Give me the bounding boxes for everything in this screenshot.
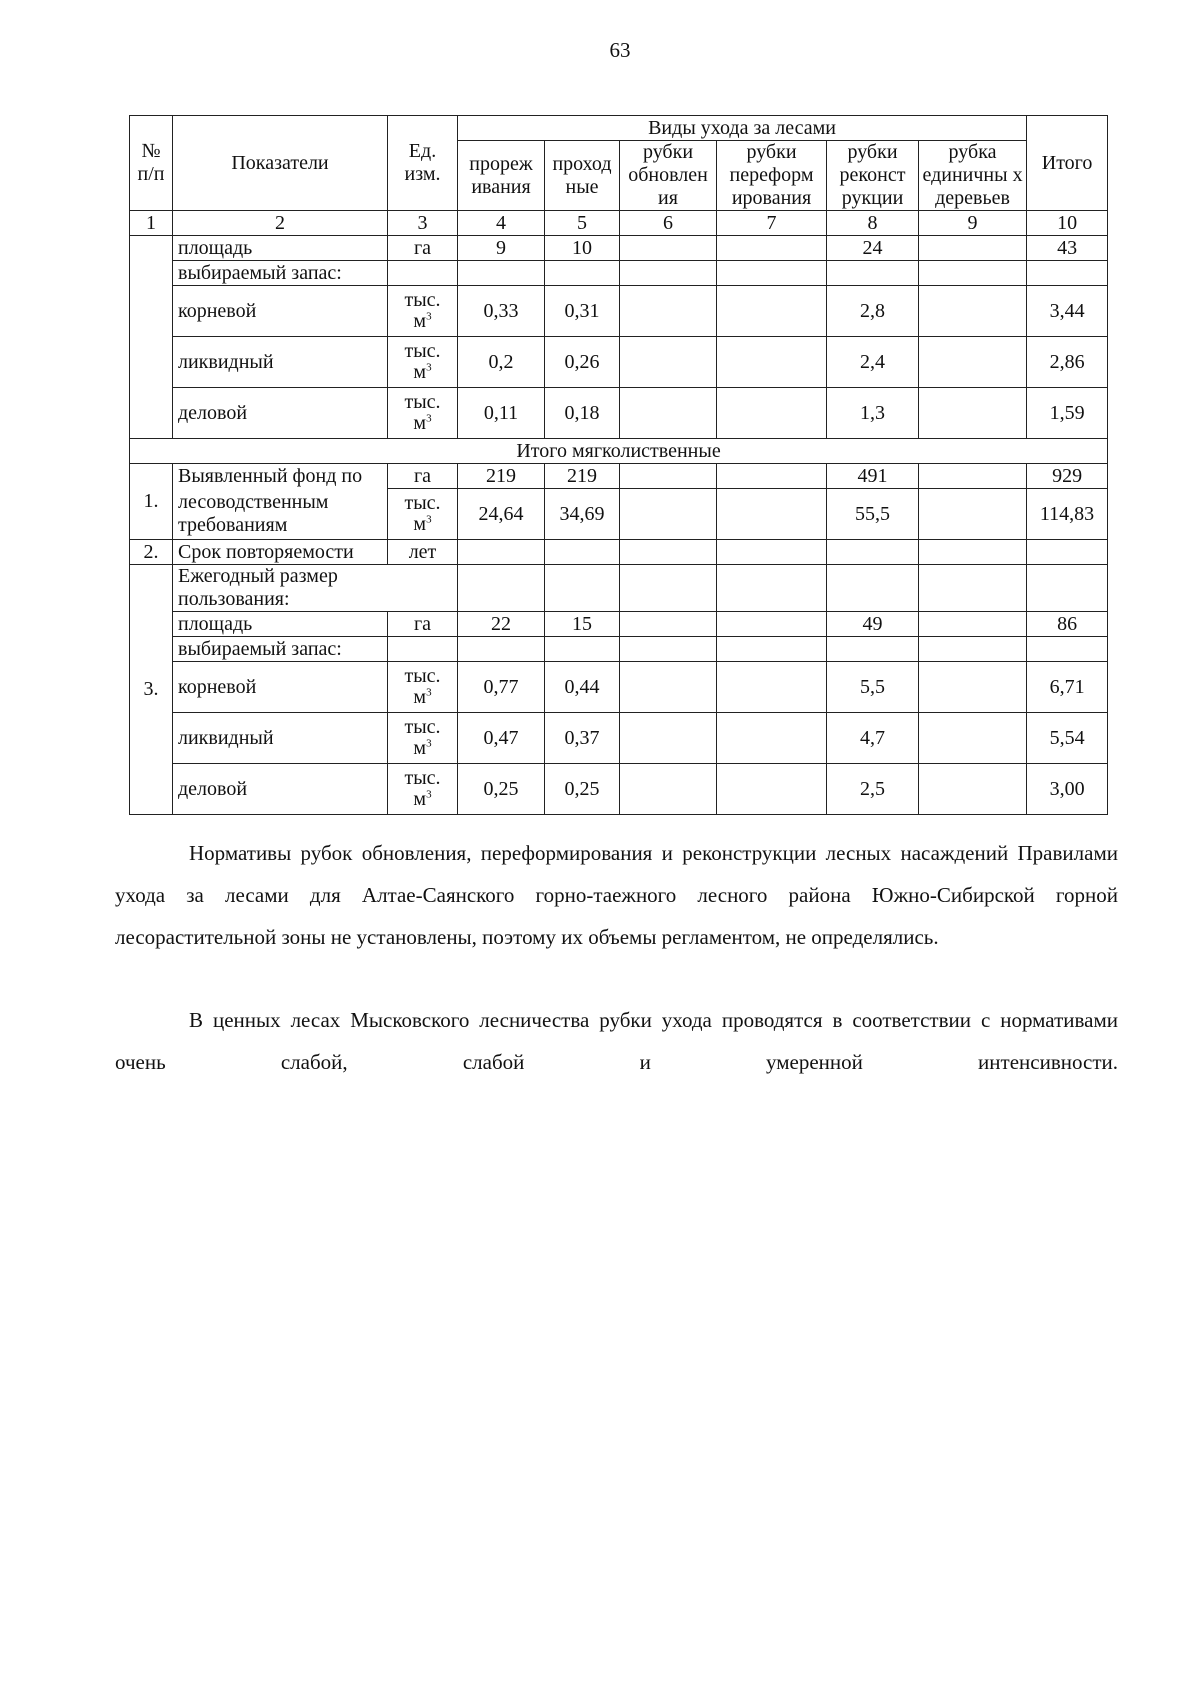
unit-text: тыс. $м^3$ bbox=[404, 390, 441, 434]
row-label: площадь bbox=[173, 236, 388, 261]
table-row bbox=[130, 713, 1108, 764]
unit-cell: га bbox=[388, 612, 458, 637]
header-num: № п/п bbox=[130, 116, 173, 211]
unit-cell bbox=[388, 764, 458, 815]
col-number: 1 bbox=[130, 211, 173, 236]
section-title-row bbox=[130, 439, 1108, 464]
unit-cell bbox=[388, 286, 458, 337]
value-cell bbox=[919, 236, 1027, 261]
column-number-row bbox=[130, 211, 1108, 236]
value-cell bbox=[620, 764, 717, 815]
total-cell: 2,86 bbox=[1027, 337, 1108, 388]
unit-text: тыс. $м^3$ bbox=[404, 491, 441, 535]
value-cell bbox=[717, 261, 827, 286]
row-label: деловой bbox=[173, 388, 388, 439]
table-row bbox=[130, 489, 1108, 540]
value-cell bbox=[919, 713, 1027, 764]
table-row bbox=[130, 662, 1108, 713]
value-cell bbox=[919, 612, 1027, 637]
value-cell bbox=[620, 286, 717, 337]
value-cell bbox=[458, 565, 545, 612]
value-cell bbox=[717, 713, 827, 764]
unit-cell bbox=[388, 713, 458, 764]
value-cell: 2,5 bbox=[827, 764, 919, 815]
row-label: Ежегодный размер пользования: bbox=[173, 565, 458, 612]
value-cell bbox=[827, 261, 919, 286]
value-cell bbox=[919, 662, 1027, 713]
total-cell: 43 bbox=[1027, 236, 1108, 261]
value-cell bbox=[919, 464, 1027, 489]
value-cell bbox=[919, 489, 1027, 540]
value-cell: 219 bbox=[545, 464, 620, 489]
unit-cell bbox=[388, 337, 458, 388]
row-num-cell: 2. bbox=[130, 540, 173, 565]
value-cell bbox=[919, 286, 1027, 337]
row-label: корневой bbox=[173, 662, 388, 713]
value-cell bbox=[620, 540, 717, 565]
total-cell: 114,83 bbox=[1027, 489, 1108, 540]
value-cell: 0,26 bbox=[545, 337, 620, 388]
value-cell bbox=[620, 565, 717, 612]
row-label: лесоводственным требованиям bbox=[173, 489, 388, 540]
value-cell bbox=[620, 236, 717, 261]
value-cell bbox=[545, 637, 620, 662]
table-row bbox=[130, 337, 1108, 388]
row-label: Срок повторяемости bbox=[173, 540, 388, 565]
unit-text: тыс. $м^3$ bbox=[404, 339, 441, 383]
unit-cell: га bbox=[388, 236, 458, 261]
header-total: Итого bbox=[1027, 116, 1108, 211]
table-row bbox=[130, 388, 1108, 439]
value-cell: 2,8 bbox=[827, 286, 919, 337]
value-cell bbox=[620, 337, 717, 388]
row-num-cell: 3. bbox=[130, 565, 173, 815]
value-cell: 0,37 bbox=[545, 713, 620, 764]
value-cell bbox=[717, 565, 827, 612]
value-cell bbox=[919, 565, 1027, 612]
forestry-table bbox=[129, 115, 1108, 815]
header-single-trees: рубка единичны х деревьев bbox=[919, 141, 1027, 211]
value-cell bbox=[717, 662, 827, 713]
value-cell bbox=[620, 388, 717, 439]
value-cell bbox=[458, 261, 545, 286]
header-passing: проход ные bbox=[545, 141, 620, 211]
value-cell bbox=[717, 236, 827, 261]
value-cell bbox=[620, 662, 717, 713]
row-label: деловой bbox=[173, 764, 388, 815]
unit-cell: лет bbox=[388, 540, 458, 565]
header-thinning: прореж ивания bbox=[458, 141, 545, 211]
value-cell bbox=[620, 489, 717, 540]
header-group: Виды ухода за лесами bbox=[458, 116, 1027, 141]
page-number: 63 bbox=[609, 38, 631, 62]
value-cell bbox=[620, 261, 717, 286]
value-cell: 0,25 bbox=[545, 764, 620, 815]
value-cell bbox=[717, 337, 827, 388]
total-cell: 929 bbox=[1027, 464, 1108, 489]
row-label: Выявленный фонд по bbox=[173, 464, 388, 489]
unit-cell bbox=[388, 489, 458, 540]
value-cell bbox=[717, 637, 827, 662]
table-row bbox=[130, 764, 1108, 815]
value-cell bbox=[717, 286, 827, 337]
value-cell bbox=[919, 764, 1027, 815]
table-row bbox=[130, 261, 1108, 286]
row-label: площадь bbox=[173, 612, 388, 637]
value-cell bbox=[717, 764, 827, 815]
total-cell bbox=[1027, 261, 1108, 286]
table-row bbox=[130, 565, 1108, 612]
value-cell bbox=[919, 261, 1027, 286]
value-cell: 2,4 bbox=[827, 337, 919, 388]
col-number: 3 bbox=[388, 211, 458, 236]
unit-cell bbox=[388, 388, 458, 439]
row-label: ликвидный bbox=[173, 713, 388, 764]
value-cell bbox=[717, 540, 827, 565]
total-cell bbox=[1027, 637, 1108, 662]
total-cell: 3,44 bbox=[1027, 286, 1108, 337]
table-row bbox=[130, 637, 1108, 662]
unit-cell: га bbox=[388, 464, 458, 489]
value-cell: 0,11 bbox=[458, 388, 545, 439]
value-cell bbox=[620, 464, 717, 489]
value-cell: 10 bbox=[545, 236, 620, 261]
row-label: ликвидный bbox=[173, 337, 388, 388]
value-cell bbox=[545, 565, 620, 612]
table-row bbox=[130, 464, 1108, 489]
header-reformation: рубки переформ ирования bbox=[717, 141, 827, 211]
paragraph-norms: Нормативы рубок обновления, переформирования и реконструкции лесных насаждений Правилами ухода за лесами для Алтае-Саянского горно-таежного лесного района Южно-Сибирской горной лесорастительной зоны не установлены, поэтому их объемы регламентом, не определялись. bbox=[115, 841, 1118, 949]
value-cell bbox=[919, 637, 1027, 662]
value-cell bbox=[919, 540, 1027, 565]
value-cell: 24 bbox=[827, 236, 919, 261]
row-label: выбираемый запас: bbox=[173, 261, 388, 286]
value-cell bbox=[458, 540, 545, 565]
col-number: 5 bbox=[545, 211, 620, 236]
value-cell: 0,47 bbox=[458, 713, 545, 764]
value-cell: 22 bbox=[458, 612, 545, 637]
col-number: 9 bbox=[919, 211, 1027, 236]
table-row bbox=[130, 540, 1108, 565]
header-row bbox=[130, 116, 1108, 141]
value-cell: 34,69 bbox=[545, 489, 620, 540]
value-cell: 0,31 bbox=[545, 286, 620, 337]
unit-text: тыс. $м^3$ bbox=[404, 766, 441, 810]
col-number: 8 bbox=[827, 211, 919, 236]
value-cell: 49 bbox=[827, 612, 919, 637]
unit-text: тыс. $м^3$ bbox=[404, 288, 441, 332]
value-cell bbox=[545, 261, 620, 286]
col-number: 6 bbox=[620, 211, 717, 236]
value-cell: 219 bbox=[458, 464, 545, 489]
value-cell: 491 bbox=[827, 464, 919, 489]
row-label: корневой bbox=[173, 286, 388, 337]
table-row bbox=[130, 236, 1108, 261]
value-cell bbox=[620, 612, 717, 637]
value-cell bbox=[827, 637, 919, 662]
value-cell: 24,64 bbox=[458, 489, 545, 540]
value-cell: 4,7 bbox=[827, 713, 919, 764]
value-cell bbox=[545, 540, 620, 565]
value-cell bbox=[919, 388, 1027, 439]
value-cell: 9 bbox=[458, 236, 545, 261]
total-cell: 6,71 bbox=[1027, 662, 1108, 713]
value-cell: 0,2 bbox=[458, 337, 545, 388]
unit-cell bbox=[388, 637, 458, 662]
row-num-cell bbox=[130, 236, 173, 439]
row-num-cell: 1. bbox=[130, 464, 173, 540]
value-cell: 1,3 bbox=[827, 388, 919, 439]
header-unit: Ед. изм. bbox=[388, 116, 458, 211]
unit-cell bbox=[388, 261, 458, 286]
value-cell bbox=[717, 388, 827, 439]
total-cell: 3,00 bbox=[1027, 764, 1108, 815]
value-cell: 15 bbox=[545, 612, 620, 637]
value-cell: 0,18 bbox=[545, 388, 620, 439]
value-cell bbox=[717, 489, 827, 540]
value-cell bbox=[620, 713, 717, 764]
table-row bbox=[130, 612, 1108, 637]
header-reconstruction: рубки реконст рукции bbox=[827, 141, 919, 211]
value-cell: 0,25 bbox=[458, 764, 545, 815]
value-cell: 0,33 bbox=[458, 286, 545, 337]
value-cell: 0,44 bbox=[545, 662, 620, 713]
unit-cell bbox=[388, 662, 458, 713]
header-renewal: рубки обновлен ия bbox=[620, 141, 717, 211]
value-cell bbox=[620, 637, 717, 662]
value-cell bbox=[458, 637, 545, 662]
table-row bbox=[130, 286, 1108, 337]
col-number: 7 bbox=[717, 211, 827, 236]
col-number: 2 bbox=[173, 211, 388, 236]
col-number: 10 bbox=[1027, 211, 1108, 236]
value-cell bbox=[827, 540, 919, 565]
unit-text: тыс. $м^3$ bbox=[404, 664, 441, 708]
total-cell bbox=[1027, 565, 1108, 612]
unit-text: тыс. $м^3$ bbox=[404, 715, 441, 759]
value-cell: 55,5 bbox=[827, 489, 919, 540]
row-label: выбираемый запас: bbox=[173, 637, 388, 662]
value-cell: 0,77 bbox=[458, 662, 545, 713]
total-cell: 1,59 bbox=[1027, 388, 1108, 439]
value-cell bbox=[717, 464, 827, 489]
paragraph-valuable-forests: В ценных лесах Мысковского лесничества рубки ухода проводятся в соответствии с нормативами очень слабой, слабой и умеренной интенсивности. bbox=[115, 1008, 1118, 1074]
col-number: 4 bbox=[458, 211, 545, 236]
total-cell: 5,54 bbox=[1027, 713, 1108, 764]
header-indicators: Показатели bbox=[173, 116, 388, 211]
value-cell bbox=[919, 337, 1027, 388]
total-cell bbox=[1027, 540, 1108, 565]
section-title: Итого мягколиственные bbox=[130, 439, 1108, 464]
value-cell: 5,5 bbox=[827, 662, 919, 713]
value-cell bbox=[827, 565, 919, 612]
value-cell bbox=[717, 612, 827, 637]
total-cell: 86 bbox=[1027, 612, 1108, 637]
